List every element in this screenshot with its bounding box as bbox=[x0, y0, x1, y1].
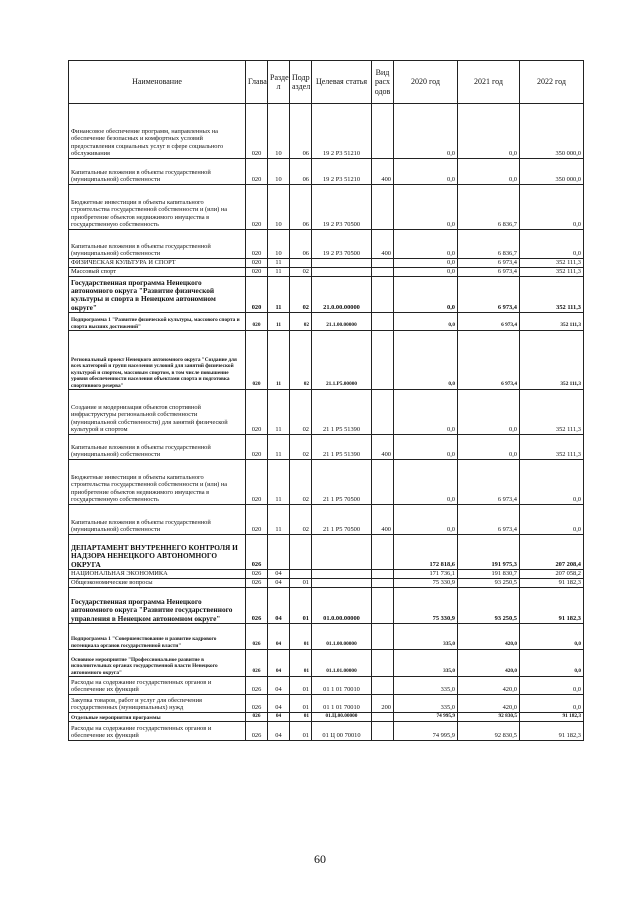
row-target-article: 19 2 P3 70500 bbox=[312, 185, 372, 230]
row-target-article: 01.0.00.00000 bbox=[312, 588, 372, 624]
row-expense-type bbox=[372, 535, 394, 570]
row-year-2020: 172 818,6 bbox=[394, 535, 458, 570]
row-year-2020: 74 995,9 bbox=[394, 713, 458, 722]
row-name: Основное мероприятие "Профессиональное развитие в исполнительных органах государственной власти Ненецкого автономного округа" bbox=[69, 650, 246, 677]
row-chapter: 026 bbox=[246, 713, 268, 722]
table-row bbox=[69, 570, 584, 579]
row-name: ФИЗИЧЕСКАЯ КУЛЬТУРА И СПОРТ bbox=[69, 259, 246, 268]
row-chapter: 026 bbox=[246, 579, 268, 588]
row-expense-type: 400 bbox=[372, 505, 394, 535]
row-subsection: 06 bbox=[290, 230, 312, 259]
row-expense-type bbox=[372, 390, 394, 435]
row-target-article bbox=[312, 259, 372, 268]
row-section: 11 bbox=[268, 460, 290, 505]
row-subsection: 02 bbox=[290, 277, 312, 313]
row-expense-type bbox=[372, 624, 394, 650]
row-year-2021: 420,0 bbox=[458, 695, 520, 713]
row-name: Региональный проект Ненецкого автономного округа "Создание для всех категорий и групп населения условий для занятий физической культурой и спортом, массовым спортом, в том числе повышение уровня обеспеченности населения объектами спорта и подготовка спортивного резерва" bbox=[69, 331, 246, 390]
row-chapter: 020 bbox=[246, 268, 268, 277]
row-year-2020: 335,0 bbox=[394, 677, 458, 695]
row-year-2021: 6 973,4 bbox=[458, 331, 520, 390]
row-subsection: 01 bbox=[290, 695, 312, 713]
table-row bbox=[69, 588, 584, 624]
row-target-article: 21 1 P5 70500 bbox=[312, 460, 372, 505]
row-section: 11 bbox=[268, 313, 290, 331]
header-chapter: Глава bbox=[246, 61, 268, 104]
table-header-row bbox=[69, 61, 584, 104]
row-year-2022: 352 111,3 bbox=[520, 259, 584, 268]
row-expense-type bbox=[372, 185, 394, 230]
row-year-2021: 191 830,7 bbox=[458, 570, 520, 579]
table-row bbox=[69, 460, 584, 505]
row-expense-type: 400 bbox=[372, 435, 394, 460]
row-subsection: 02 bbox=[290, 268, 312, 277]
row-chapter: 026 bbox=[246, 677, 268, 695]
row-target-article: 01.1.01.00000 bbox=[312, 650, 372, 677]
row-year-2022: 0,0 bbox=[520, 185, 584, 230]
row-section: 11 bbox=[268, 277, 290, 313]
row-section: 10 bbox=[268, 159, 290, 185]
row-name: Финансовое обеспечение программ, направленных на обеспечение безопасных и комфортных условий предоставления социальных услуг в сфере социального обслуживания bbox=[69, 104, 246, 159]
row-year-2022: 91 182,3 bbox=[520, 713, 584, 722]
row-year-2020: 0,0 bbox=[394, 313, 458, 331]
row-section: 10 bbox=[268, 185, 290, 230]
row-expense-type bbox=[372, 570, 394, 579]
row-year-2020: 0,0 bbox=[394, 104, 458, 159]
row-name: Государственная программа Ненецкого автономного округа "Развитие государственного управления в Ненецком автономном округе" bbox=[69, 588, 246, 624]
row-name: НАЦИОНАЛЬНАЯ ЭКОНОМИКА bbox=[69, 570, 246, 579]
row-section: 04 bbox=[268, 579, 290, 588]
row-subsection: 01 bbox=[290, 579, 312, 588]
row-expense-type bbox=[372, 713, 394, 722]
header-year-2021: 2021 год bbox=[458, 61, 520, 104]
row-section: 04 bbox=[268, 713, 290, 722]
table-row bbox=[69, 331, 584, 390]
row-year-2020: 171 736,1 bbox=[394, 570, 458, 579]
row-target-article: 21.1.00.00000 bbox=[312, 313, 372, 331]
row-year-2021: 6 973,4 bbox=[458, 259, 520, 268]
row-year-2021: 92 830,5 bbox=[458, 713, 520, 722]
row-chapter: 020 bbox=[246, 185, 268, 230]
row-target-article: 21 1 P5 51390 bbox=[312, 435, 372, 460]
row-chapter: 020 bbox=[246, 505, 268, 535]
row-target-article: 01.1.00.00000 bbox=[312, 624, 372, 650]
row-expense-type bbox=[372, 268, 394, 277]
row-section: 04 bbox=[268, 722, 290, 741]
row-year-2020: 0,0 bbox=[394, 505, 458, 535]
row-expense-type bbox=[372, 277, 394, 313]
row-year-2021: 0,0 bbox=[458, 390, 520, 435]
row-year-2022: 91 182,3 bbox=[520, 579, 584, 588]
row-year-2020: 74 995,9 bbox=[394, 722, 458, 741]
row-year-2022: 352 111,3 bbox=[520, 277, 584, 313]
row-year-2021: 93 250,5 bbox=[458, 588, 520, 624]
row-name: Бюджетные инвестиции в объекты капитального строительства государственной собственности и (или) на приобретение объектов недвижимого имущества в государственную собственность bbox=[69, 460, 246, 505]
row-section bbox=[268, 535, 290, 570]
row-expense-type: 200 bbox=[372, 695, 394, 713]
row-year-2022: 350 000,0 bbox=[520, 104, 584, 159]
row-name: Расходы на содержание государственных органов и обеспечение их функций bbox=[69, 677, 246, 695]
row-section: 11 bbox=[268, 331, 290, 390]
row-name: Капитальные вложения в объекты государственной (муниципальной) собственности bbox=[69, 435, 246, 460]
row-section: 04 bbox=[268, 650, 290, 677]
row-section: 04 bbox=[268, 624, 290, 650]
row-section: 04 bbox=[268, 588, 290, 624]
row-name: Общеэкономические вопросы bbox=[69, 579, 246, 588]
row-year-2022: 352 111,3 bbox=[520, 268, 584, 277]
row-year-2021: 92 830,5 bbox=[458, 722, 520, 741]
row-expense-type bbox=[372, 722, 394, 741]
table-row bbox=[69, 722, 584, 741]
table-row bbox=[69, 435, 584, 460]
row-subsection: 01 bbox=[290, 624, 312, 650]
row-name: Закупка товаров, работ и услуг для обеспечения государственных (муниципальных) нужд bbox=[69, 695, 246, 713]
table-row bbox=[69, 259, 584, 268]
row-target-article: 01 1 01 70010 bbox=[312, 695, 372, 713]
row-year-2020: 0,0 bbox=[394, 268, 458, 277]
row-name: Государственная программа Ненецкого автономного округа "Развитие физической культуры и спорта в Ненецком автономном округе" bbox=[69, 277, 246, 313]
row-name: Подпрограмма 1 "Развитие физической культуры, массового спорта и спорта высших достижений" bbox=[69, 313, 246, 331]
row-name: ДЕПАРТАМЕНТ ВНУТРЕННЕГО КОНТРОЛЯ И НАДЗОРА НЕНЕЦКОГО АВТОНОМНОГО ОКРУГА bbox=[69, 535, 246, 570]
row-subsection: 01 bbox=[290, 650, 312, 677]
row-section: 04 bbox=[268, 695, 290, 713]
row-year-2021: 6 973,4 bbox=[458, 277, 520, 313]
row-year-2021: 191 975,3 bbox=[458, 535, 520, 570]
table-row bbox=[69, 159, 584, 185]
row-year-2020: 335,0 bbox=[394, 695, 458, 713]
row-year-2021: 6 973,4 bbox=[458, 505, 520, 535]
row-chapter: 020 bbox=[246, 159, 268, 185]
row-target-article: 19 2 P3 70500 bbox=[312, 230, 372, 259]
page-number: 60 bbox=[314, 852, 326, 866]
row-expense-type bbox=[372, 460, 394, 505]
row-year-2020: 0,0 bbox=[394, 277, 458, 313]
row-year-2022: 0,0 bbox=[520, 230, 584, 259]
row-target-article: 21.0.00.00000 bbox=[312, 277, 372, 313]
row-subsection: 06 bbox=[290, 159, 312, 185]
row-section: 04 bbox=[268, 677, 290, 695]
row-year-2022: 91 182,3 bbox=[520, 722, 584, 741]
row-chapter: 020 bbox=[246, 104, 268, 159]
row-subsection bbox=[290, 259, 312, 268]
row-year-2022: 0,0 bbox=[520, 505, 584, 535]
row-year-2022: 207 208,4 bbox=[520, 535, 584, 570]
row-chapter: 026 bbox=[246, 570, 268, 579]
row-target-article: 21 1 P5 51390 bbox=[312, 390, 372, 435]
row-year-2021: 0,0 bbox=[458, 159, 520, 185]
table-row bbox=[69, 624, 584, 650]
row-year-2022: 352 111,3 bbox=[520, 313, 584, 331]
row-year-2020: 0,0 bbox=[394, 159, 458, 185]
row-chapter: 020 bbox=[246, 313, 268, 331]
row-year-2021: 6 836,7 bbox=[458, 230, 520, 259]
row-expense-type bbox=[372, 259, 394, 268]
row-chapter: 026 bbox=[246, 695, 268, 713]
row-subsection: 01 bbox=[290, 588, 312, 624]
table-row bbox=[69, 104, 584, 159]
table-row bbox=[69, 677, 584, 695]
row-subsection: 01 bbox=[290, 677, 312, 695]
header-name: Наименование bbox=[69, 61, 246, 104]
row-year-2022: 0,0 bbox=[520, 650, 584, 677]
header-section: Разде л bbox=[268, 61, 290, 104]
row-name: Капитальные вложения в объекты государственной (муниципальной) собственности bbox=[69, 159, 246, 185]
row-expense-type bbox=[372, 650, 394, 677]
row-expense-type: 400 bbox=[372, 230, 394, 259]
row-name: Капитальные вложения в объекты государственной (муниципальной) собственности bbox=[69, 505, 246, 535]
row-year-2022: 0,0 bbox=[520, 624, 584, 650]
row-year-2021: 6 973,4 bbox=[458, 313, 520, 331]
row-subsection: 02 bbox=[290, 390, 312, 435]
row-target-article: 01 1 01 70010 bbox=[312, 677, 372, 695]
row-year-2021: 6 973,4 bbox=[458, 268, 520, 277]
row-section: 04 bbox=[268, 570, 290, 579]
row-subsection: 01 bbox=[290, 722, 312, 741]
row-year-2021: 420,0 bbox=[458, 650, 520, 677]
row-target-article bbox=[312, 268, 372, 277]
row-year-2021: 6 836,7 bbox=[458, 185, 520, 230]
row-target-article bbox=[312, 570, 372, 579]
row-subsection: 02 bbox=[290, 435, 312, 460]
row-section: 10 bbox=[268, 230, 290, 259]
row-name: Капитальные вложения в объекты государственной (муниципальной) собственности bbox=[69, 230, 246, 259]
row-year-2022: 352 111,3 bbox=[520, 435, 584, 460]
table-row bbox=[69, 313, 584, 331]
header-target-article: Целевая статья bbox=[312, 61, 372, 104]
row-subsection: 01 bbox=[290, 713, 312, 722]
row-year-2020: 0,0 bbox=[394, 230, 458, 259]
table-row bbox=[69, 390, 584, 435]
row-year-2022: 207 058,2 bbox=[520, 570, 584, 579]
budget-table bbox=[68, 60, 584, 741]
table-row bbox=[69, 230, 584, 259]
row-subsection: 06 bbox=[290, 104, 312, 159]
row-year-2021: 0,0 bbox=[458, 435, 520, 460]
row-chapter: 026 bbox=[246, 722, 268, 741]
row-subsection: 02 bbox=[290, 331, 312, 390]
row-section: 10 bbox=[268, 104, 290, 159]
row-year-2021: 420,0 bbox=[458, 624, 520, 650]
row-year-2020: 0,0 bbox=[394, 435, 458, 460]
row-year-2020: 0,0 bbox=[394, 259, 458, 268]
row-year-2022: 91 182,3 bbox=[520, 588, 584, 624]
row-subsection bbox=[290, 570, 312, 579]
row-section: 11 bbox=[268, 435, 290, 460]
row-year-2020: 0,0 bbox=[394, 390, 458, 435]
row-target-article: 01.Ц.00.00000 bbox=[312, 713, 372, 722]
row-year-2022: 0,0 bbox=[520, 695, 584, 713]
row-chapter: 020 bbox=[246, 259, 268, 268]
row-expense-type bbox=[372, 331, 394, 390]
table-row bbox=[69, 277, 584, 313]
row-expense-type bbox=[372, 677, 394, 695]
row-target-article: 19 2 P3 51210 bbox=[312, 159, 372, 185]
row-year-2020: 75 330,9 bbox=[394, 579, 458, 588]
row-subsection: 06 bbox=[290, 185, 312, 230]
row-target-article: 21 1 P5 70500 bbox=[312, 505, 372, 535]
row-chapter: 026 bbox=[246, 535, 268, 570]
row-expense-type bbox=[372, 588, 394, 624]
row-year-2022: 0,0 bbox=[520, 677, 584, 695]
table-row bbox=[69, 650, 584, 677]
header-expense-type: Вид расх одов bbox=[372, 61, 394, 104]
row-target-article bbox=[312, 535, 372, 570]
table-row bbox=[69, 185, 584, 230]
row-year-2020: 75 330,9 bbox=[394, 588, 458, 624]
row-chapter: 020 bbox=[246, 277, 268, 313]
header-year-2022: 2022 год bbox=[520, 61, 584, 104]
header-year-2020: 2020 год bbox=[394, 61, 458, 104]
row-section: 11 bbox=[268, 390, 290, 435]
row-subsection: 02 bbox=[290, 505, 312, 535]
row-name: Массовый спорт bbox=[69, 268, 246, 277]
row-year-2020: 335,0 bbox=[394, 624, 458, 650]
row-expense-type bbox=[372, 313, 394, 331]
row-chapter: 020 bbox=[246, 230, 268, 259]
row-expense-type bbox=[372, 579, 394, 588]
row-year-2022: 352 111,3 bbox=[520, 331, 584, 390]
table-row bbox=[69, 713, 584, 722]
row-target-article bbox=[312, 579, 372, 588]
row-year-2022: 0,0 bbox=[520, 460, 584, 505]
row-target-article: 21.1.P5.00000 bbox=[312, 331, 372, 390]
row-subsection: 02 bbox=[290, 313, 312, 331]
row-year-2020: 335,0 bbox=[394, 650, 458, 677]
row-section: 11 bbox=[268, 259, 290, 268]
row-chapter: 026 bbox=[246, 588, 268, 624]
row-expense-type: 400 bbox=[372, 159, 394, 185]
row-subsection bbox=[290, 535, 312, 570]
row-year-2021: 420,0 bbox=[458, 677, 520, 695]
table-row bbox=[69, 268, 584, 277]
row-year-2022: 352 111,3 bbox=[520, 390, 584, 435]
row-year-2020: 0,0 bbox=[394, 460, 458, 505]
table-row bbox=[69, 579, 584, 588]
row-chapter: 020 bbox=[246, 460, 268, 505]
row-chapter: 020 bbox=[246, 331, 268, 390]
row-year-2021: 93 250,5 bbox=[458, 579, 520, 588]
row-section: 11 bbox=[268, 268, 290, 277]
row-year-2020: 0,0 bbox=[394, 331, 458, 390]
row-chapter: 020 bbox=[246, 390, 268, 435]
row-name: Бюджетные инвестиции в объекты капитального строительства государственной собственности и (или) на приобретение объектов недвижимого имущества в государственную собственность bbox=[69, 185, 246, 230]
row-name: Расходы на содержание государственных органов и обеспечение их функций bbox=[69, 722, 246, 741]
row-year-2021: 6 973,4 bbox=[458, 460, 520, 505]
header-subsection: Подр аздел bbox=[290, 61, 312, 104]
table-row bbox=[69, 505, 584, 535]
row-year-2020: 0,0 bbox=[394, 185, 458, 230]
table-row bbox=[69, 535, 584, 570]
row-subsection: 02 bbox=[290, 460, 312, 505]
row-target-article: 19 2 P3 51210 bbox=[312, 104, 372, 159]
row-year-2021: 0,0 bbox=[458, 104, 520, 159]
row-expense-type bbox=[372, 104, 394, 159]
table-row bbox=[69, 695, 584, 713]
row-section: 11 bbox=[268, 505, 290, 535]
row-name: Создание и модернизация объектов спортивной инфраструктуры региональной собственности (муниципальной собственности) для занятий физической культурой и спортом bbox=[69, 390, 246, 435]
row-chapter: 020 bbox=[246, 435, 268, 460]
row-name: Подпрограмма 1 "Совершенствование и развитие кадрового потенциала органов государственной власти" bbox=[69, 624, 246, 650]
row-name: Отдельные мероприятия программы bbox=[69, 713, 246, 722]
row-year-2022: 350 000,0 bbox=[520, 159, 584, 185]
row-chapter: 026 bbox=[246, 650, 268, 677]
row-target-article: 01 Ц 00 70010 bbox=[312, 722, 372, 741]
row-chapter: 026 bbox=[246, 624, 268, 650]
